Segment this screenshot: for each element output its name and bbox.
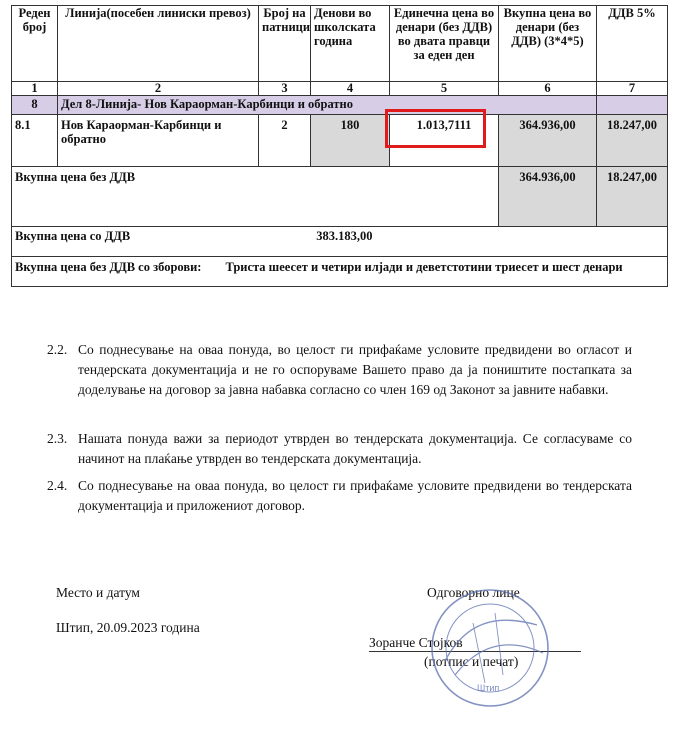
total-without-vat-value: 364.936,00 xyxy=(499,167,597,227)
column-number: 3 xyxy=(259,82,311,96)
item-passengers: 2 xyxy=(259,115,311,167)
column-number-row xyxy=(12,82,668,96)
total-in-words-cell xyxy=(12,257,668,287)
paragraph-2-2 xyxy=(47,340,632,400)
paragraph-2-3 xyxy=(47,429,632,469)
item-total: 364.936,00 xyxy=(499,115,597,167)
table-header-row xyxy=(12,6,668,82)
column-number: 1 xyxy=(12,82,58,96)
column-number: 7 xyxy=(597,82,668,96)
item-days: 180 xyxy=(311,115,390,167)
paragraph-number: 2.4. xyxy=(47,478,68,493)
header-cell-days: Денови во школската година xyxy=(311,6,390,82)
total-in-words-row xyxy=(12,257,668,287)
paragraph-text: Нашата понуда важи за периодот утврден во тендерската документација. Се согласуваме со начинот на плаќање утврден во тендерската документација. xyxy=(78,431,632,466)
paragraph-text: Со поднесување на оваа понуда, во целост ги прифаќаме условите предвидени во огласот и тендерската документација и не го оспоруваме Вашето право да ја поништите постапката за доделување на договор за јавна набавка согласно со член 169 од Законот за јавните набавки. xyxy=(78,342,632,397)
total-without-vat-row xyxy=(12,167,668,227)
section-title: Дел 8-Линија- Нов Караорман-Карбинци и обратно xyxy=(58,96,499,115)
column-number: 6 xyxy=(499,82,597,96)
header-cell-number: Реден број xyxy=(12,6,58,82)
item-number: 8.1 xyxy=(12,115,58,167)
responsible-person-name: Зоранче Стојков xyxy=(369,635,463,650)
total-in-words-value: Триста шеесет и четири илјади и деветстотини триесет и шест денари xyxy=(225,260,623,274)
column-number: 2 xyxy=(58,82,259,96)
total-with-vat-label: Вкупна цена со ДДВ xyxy=(15,229,131,243)
section-row xyxy=(12,96,668,115)
paragraph-2-4 xyxy=(47,476,632,516)
paragraph-number: 2.3. xyxy=(47,431,68,446)
table-row xyxy=(12,115,668,167)
signature-stamp-label: (потпис и печат) xyxy=(424,654,519,669)
section-filler xyxy=(597,96,668,115)
paragraph-number: 2.2. xyxy=(47,342,68,357)
item-vat: 18.247,00 xyxy=(597,115,668,167)
total-in-words-label: Вкупна цена без ДДВ со зборови: xyxy=(15,260,202,274)
header-cell-passengers: Број на патници xyxy=(259,6,311,82)
total-vat-value: 18.247,00 xyxy=(597,167,668,227)
item-unit-price: 1.013,7111 xyxy=(390,115,499,167)
column-number: 4 xyxy=(311,82,390,96)
total-with-vat-row xyxy=(12,227,668,257)
section-code: 8 xyxy=(12,96,58,115)
item-line: Нов Караорман-Карбинци и обратно xyxy=(58,115,259,167)
total-with-vat-value: 383.183,00 xyxy=(316,229,373,243)
responsible-person-label: Одговорно лице xyxy=(427,585,520,600)
section-filler xyxy=(499,96,597,115)
column-number: 5 xyxy=(390,82,499,96)
company-stamp xyxy=(425,583,555,713)
place-date-value: Штип, 20.09.2023 година xyxy=(56,620,200,635)
total-without-vat-label: Вкупна цена без ДДВ xyxy=(12,167,499,227)
header-cell-line: Линија(посебен линиски превоз) xyxy=(58,6,259,82)
header-cell-total: Вкупна цена во денари (без ДДВ) (3*4*5) xyxy=(499,6,597,82)
place-date-label: Место и датум xyxy=(56,585,140,600)
paragraph-text: Со поднесување на оваа понуда, во целост ги прифаќаме условите предвидени во тендерската документација и приложениот договор. xyxy=(78,478,632,513)
header-cell-vat: ДДВ 5% xyxy=(597,6,668,82)
header-cell-unit-price: Единечна цена во денари (без ДДВ) во двата правци за еден ден xyxy=(390,6,499,82)
price-table xyxy=(11,5,668,287)
stamp-text: Штип xyxy=(477,683,500,693)
total-with-vat-cell xyxy=(12,227,668,257)
